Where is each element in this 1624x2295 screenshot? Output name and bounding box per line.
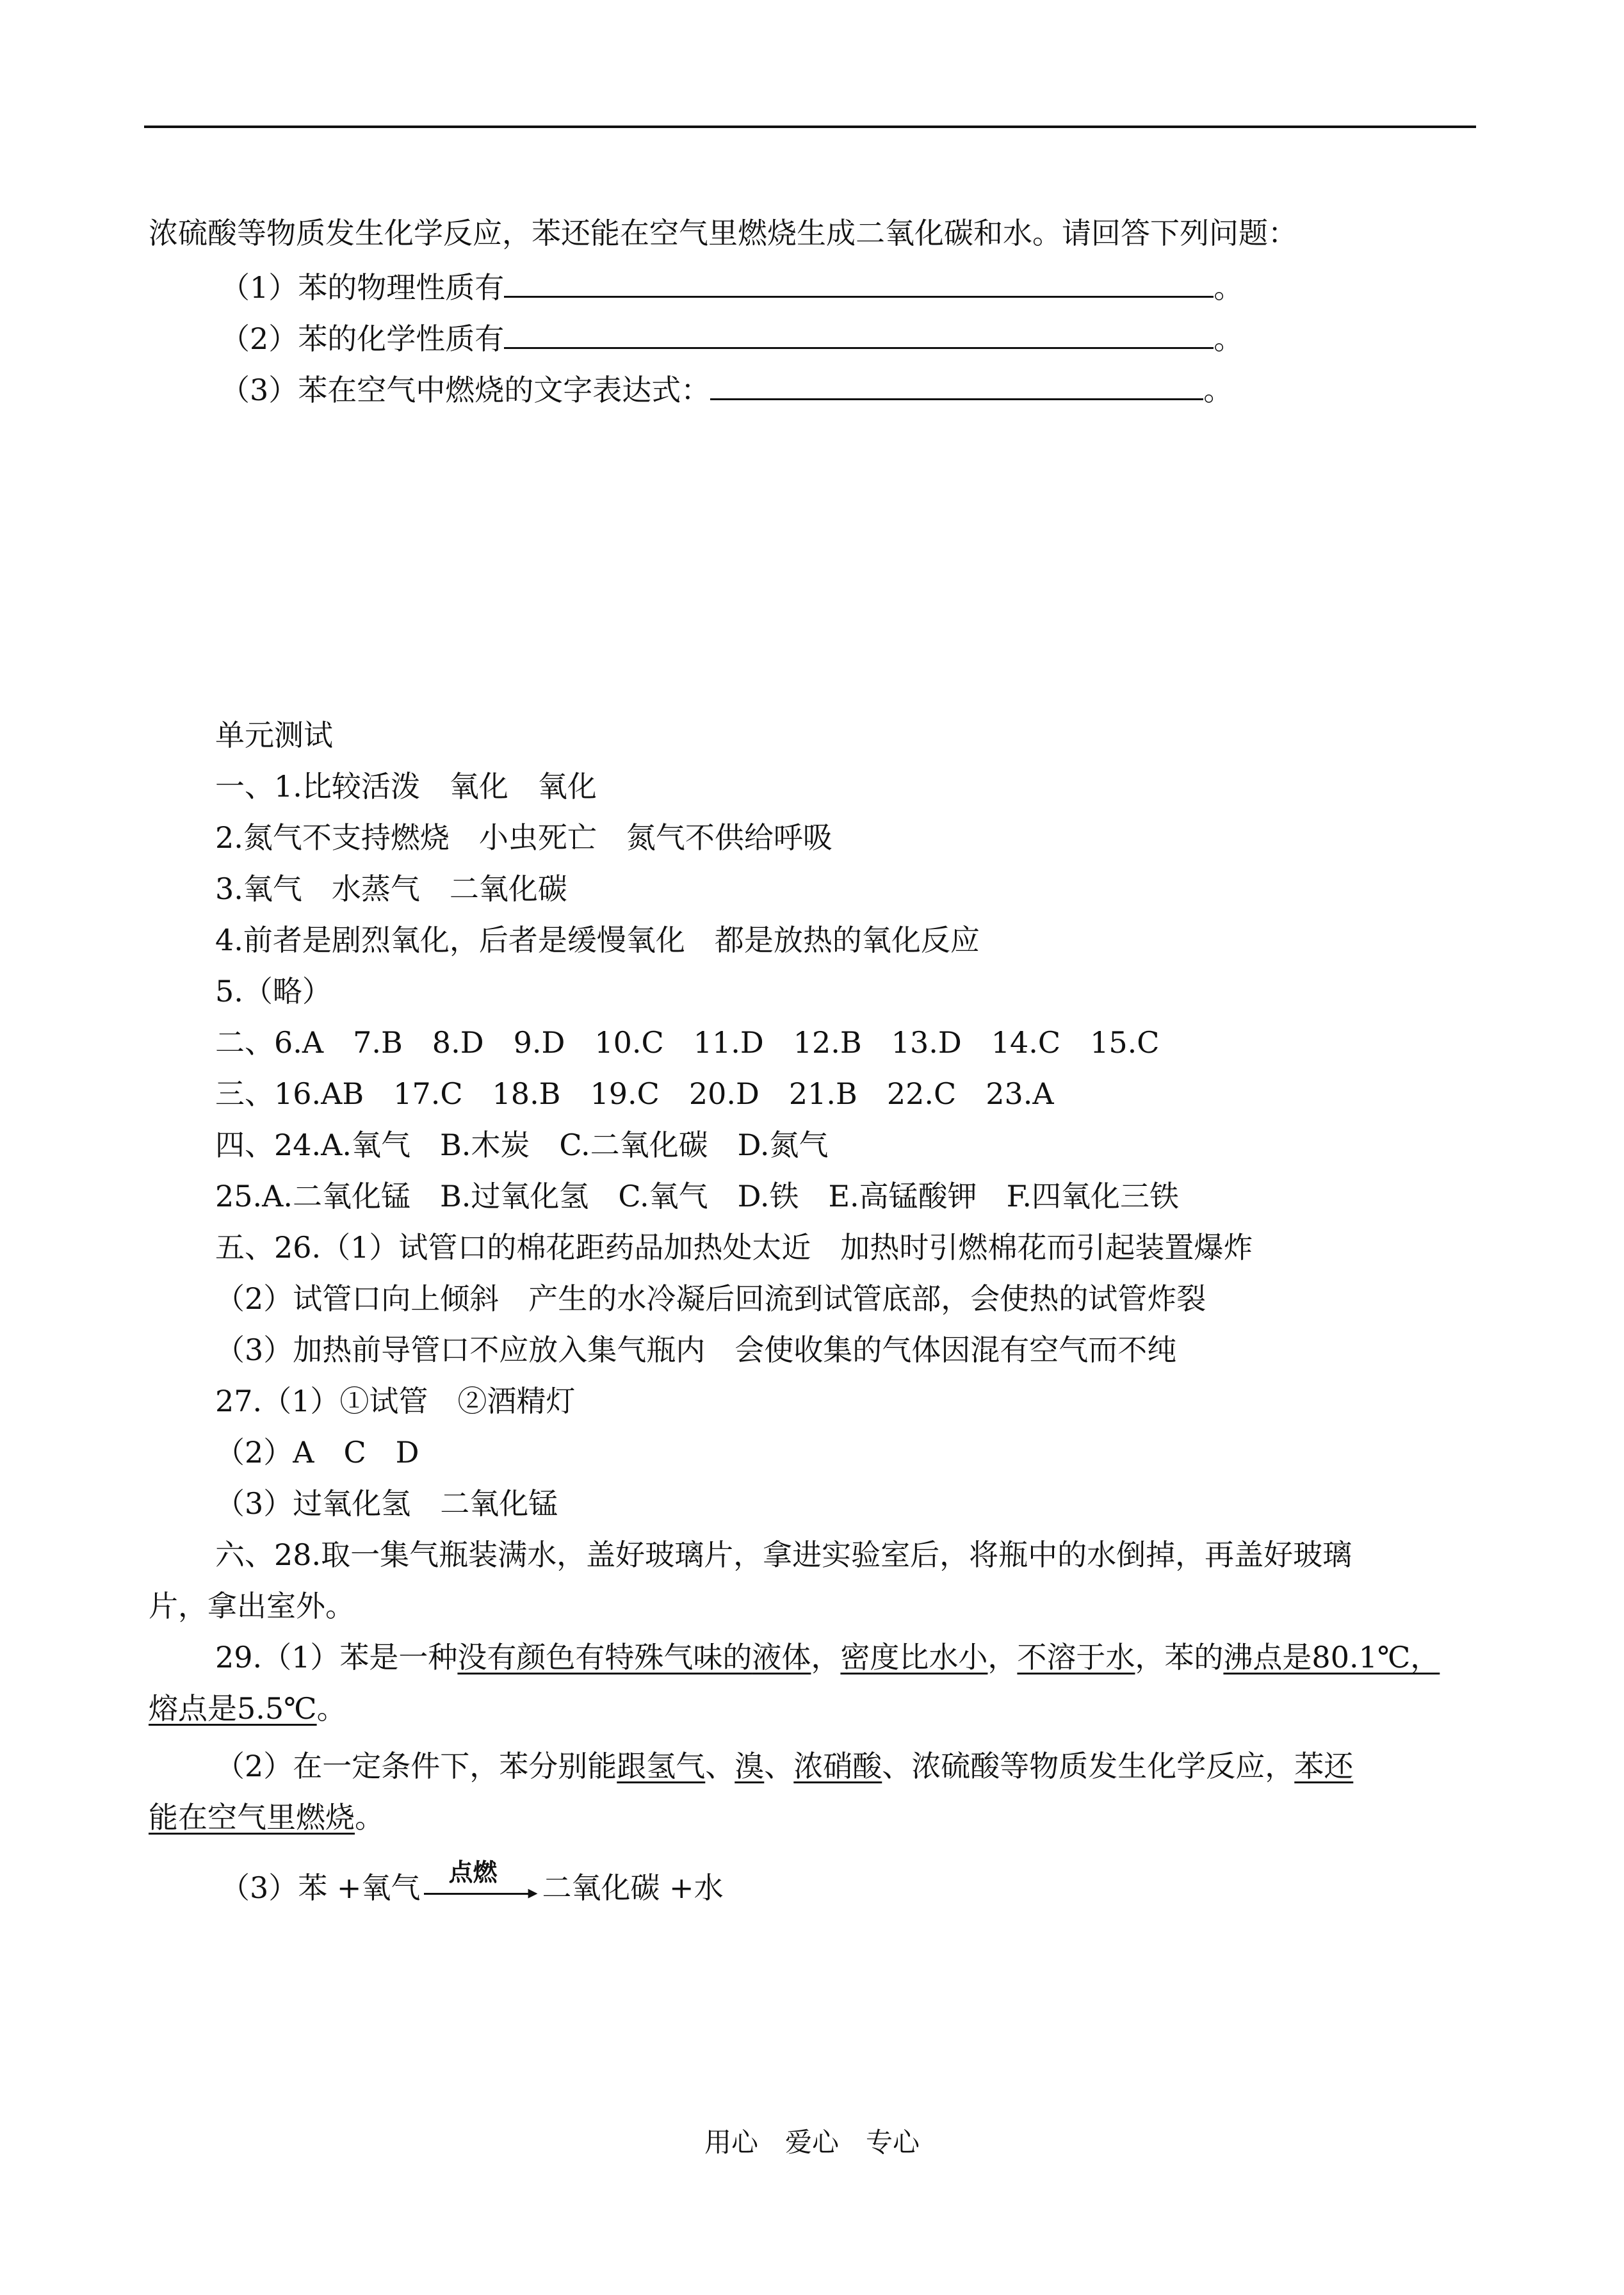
answer-line: 3.氧气 水蒸气 二氧化碳 bbox=[215, 872, 567, 906]
question-1: （1）苯的物理性质有 。 bbox=[220, 265, 1243, 304]
answer-line: （3）加热前导管口不应放入集气瓶内 会使收集的气体因混有空气而不纯 bbox=[215, 1333, 1177, 1367]
header-rule bbox=[144, 126, 1476, 128]
answer-line: 二、6.A 7.B 8.D 9.D 10.C 11.D 12.B 13.D 14.C 15.C bbox=[215, 1025, 1160, 1060]
arrow-head-icon: ▸ bbox=[528, 1881, 538, 1904]
answer-blank-3[interactable] bbox=[710, 368, 1203, 400]
answer-blank-1[interactable] bbox=[504, 265, 1214, 298]
answer-line: 片，拿出室外。 bbox=[149, 1589, 355, 1623]
answer-line: 27.（1）①试管 ②酒精灯 bbox=[215, 1384, 576, 1418]
answer-line: 六、28.取一集气瓶装满水，盖好玻璃片，拿进实验室后，将瓶中的水倒掉，再盖好玻璃 bbox=[215, 1537, 1352, 1572]
answer-line: （3）过氧化氢 二氧化锰 bbox=[215, 1486, 558, 1521]
question-3: （3）苯在空气中燃烧的文字表达式： 。 bbox=[220, 368, 1233, 406]
answer-29-2-cont: 能在空气里燃烧。 bbox=[149, 1800, 384, 1835]
answer-line: 25.A.二氧化锰 B.过氧化氢 C.氧气 D.铁 E.高锰酸钾 F.四氧化三铁 bbox=[215, 1179, 1180, 1213]
answer-blank-2[interactable] bbox=[504, 316, 1214, 349]
question-intro: 浓硫酸等物质发生化学反应，苯还能在空气里燃烧生成二氧化碳和水。请回答下列问题： bbox=[149, 216, 1297, 250]
answer-line: 四、24.A.氧气 B.木炭 C.二氧化碳 D.氮气 bbox=[215, 1128, 829, 1162]
answers-title: 单元测试 bbox=[215, 718, 333, 752]
answer-29-2: （2）在一定条件下，苯分别能跟氢气、溴、浓硝酸、浓硫酸等物质发生化学反应，苯还 bbox=[215, 1749, 1354, 1783]
reaction-arrow bbox=[420, 1858, 542, 1907]
answer-line: 三、16.AB 17.C 18.B 19.C 20.D 21.B 22.C 23.A bbox=[215, 1076, 1054, 1111]
reaction-condition: 点燃 bbox=[448, 1858, 498, 1886]
answer-line: 4.前者是剧烈氧化，后者是缓慢氧化 都是放热的氧化反应 bbox=[215, 923, 980, 957]
answer-line: 2.氮气不支持燃烧 小虫死亡 氮气不供给呼吸 bbox=[215, 820, 832, 855]
answer-line: 一、1.比较活泼 氧化 氧化 bbox=[215, 769, 597, 804]
answer-29-3-equation: （3）苯 +氧气 点燃 ▸ 二氧化碳 +水 bbox=[220, 1869, 724, 1907]
arrow-shaft bbox=[424, 1893, 535, 1895]
answer-29-1-cont: 熔点是5.5℃。 bbox=[149, 1691, 346, 1726]
answer-line: 五、26.（1）试管口的棉花距药品加热处太近 加热时引燃棉花而引起装置爆炸 bbox=[215, 1230, 1253, 1265]
question-2: （2）苯的化学性质有 。 bbox=[220, 316, 1243, 355]
answer-29-1: 29.（1）苯是一种没有颜色有特殊气味的液体，密度比水小，不溶于水，苯的沸点是80.1℃， bbox=[215, 1640, 1440, 1675]
answer-line: （2）A C D bbox=[215, 1435, 419, 1470]
answer-line: 5.（略） bbox=[215, 974, 332, 1009]
answer-line: （2）试管口向上倾斜 产生的水冷凝后回流到试管底部，会使热的试管炸裂 bbox=[215, 1281, 1206, 1316]
page-footer: 用心 爱心 专心 bbox=[704, 2127, 920, 2158]
